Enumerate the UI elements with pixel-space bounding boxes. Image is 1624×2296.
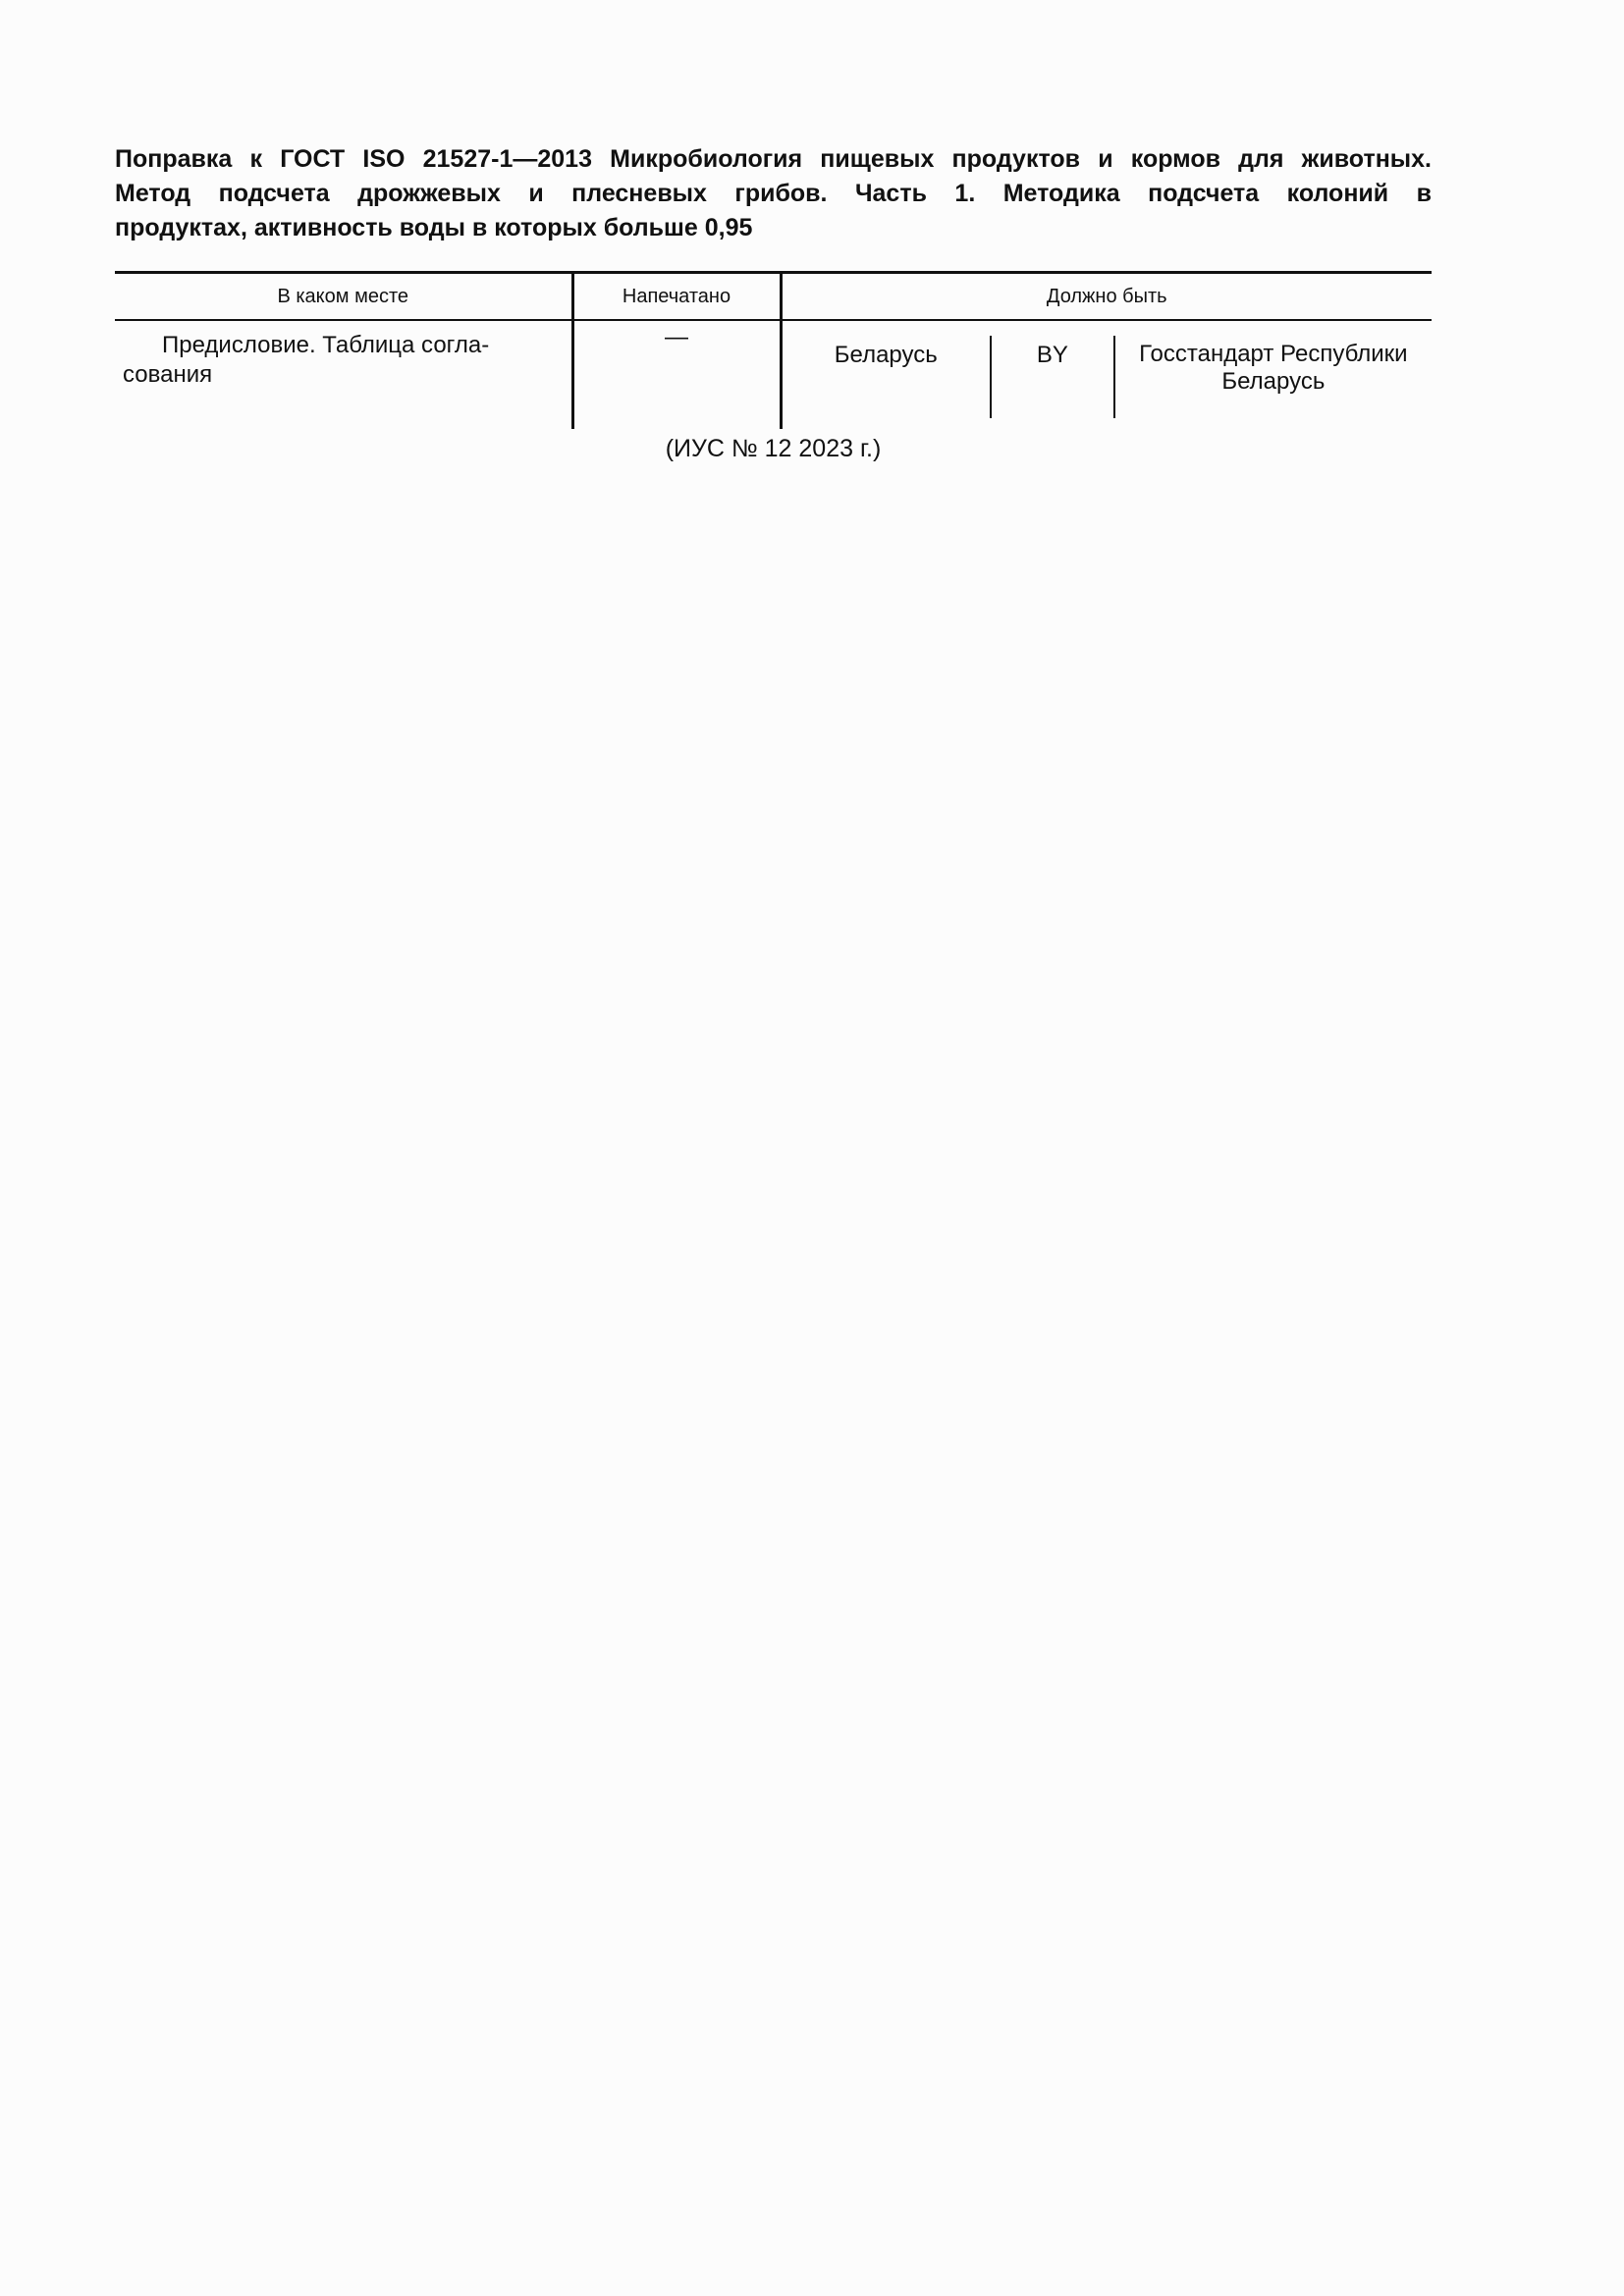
title-line-1: Поправка к ГОСТ ISO 21527-1—2013 Микробиология пищевых продуктов и кормов для животных. [115,145,1432,173]
header-where: В каком месте [115,273,572,321]
should-be-code: BY [990,336,1113,418]
header-should-be: Должно быть [781,273,1432,321]
cell-where [115,320,572,429]
cell-should-be [781,320,1432,429]
cell-printed: — [572,320,781,429]
document-title [115,142,1432,245]
source-reference: (ИУС № 12 2023 г.) [665,435,882,462]
header-printed: Напечатано [572,273,781,321]
title-line-3: продуктах, активность воды в которых больше 0,95 [115,214,753,241]
document-page [115,142,1432,462]
table-header-row [115,273,1432,321]
correction-table [115,271,1432,429]
should-be-country: Беларусь [834,342,938,368]
should-be-organization-line-1: Госстандарт Республики [1139,341,1408,367]
table-row [115,320,1432,429]
should-be-organization-line-2: Беларусь [1221,368,1326,395]
cell-where-line-2: сования [123,361,213,388]
title-line-2: Метод подсчета дрожжевых и плесневых грибов. Часть 1. Методика подсчета колоний в [115,180,1432,207]
cell-where-line-1: Предисловие. Таблица согла- [162,332,490,358]
should-be-parts [783,336,1433,418]
should-be-organization [1113,336,1432,418]
